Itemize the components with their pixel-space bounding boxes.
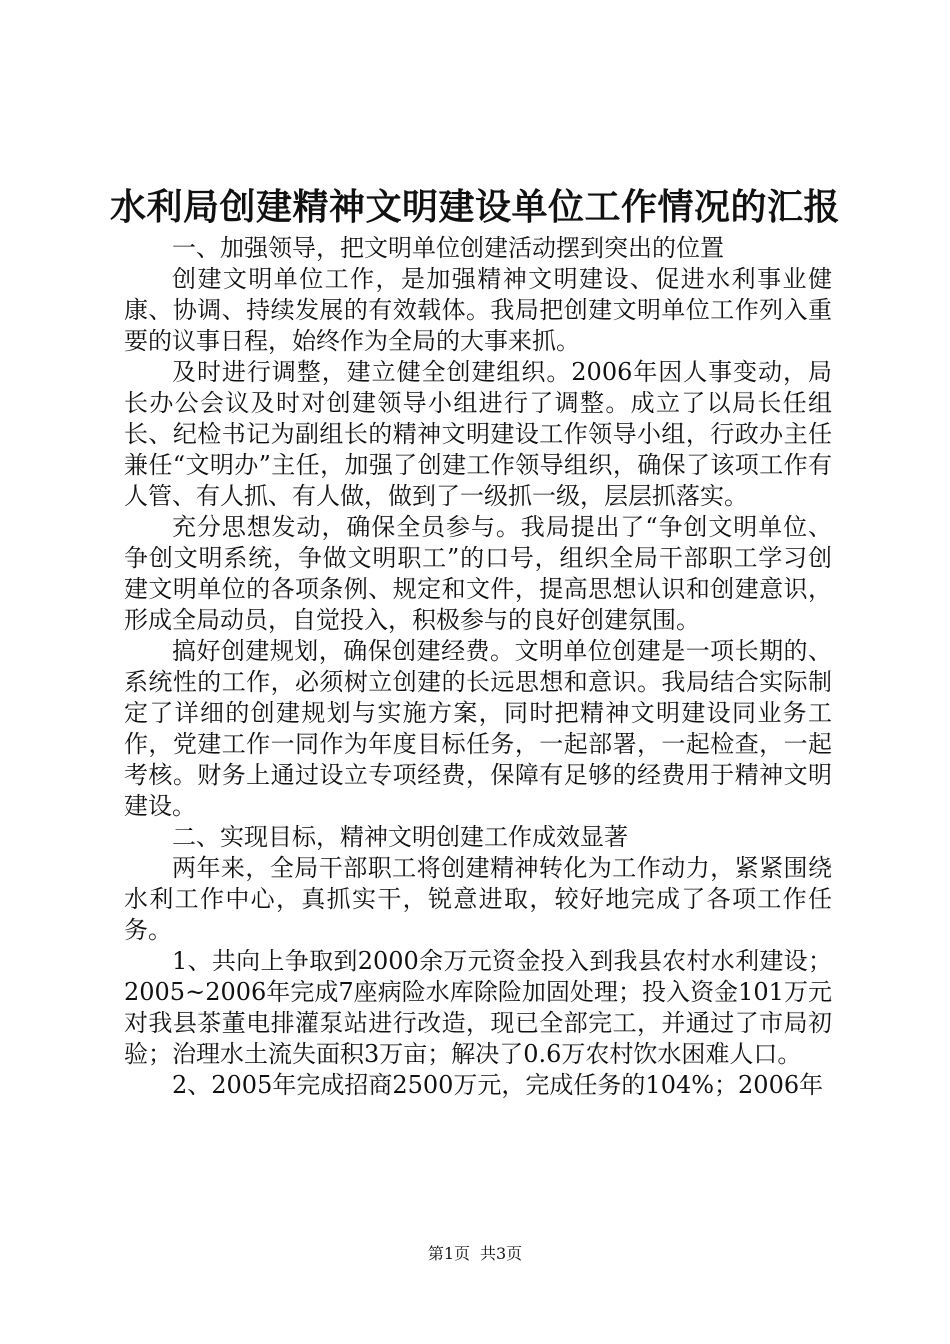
paragraph: 两年来，全局干部职工将创建精神转化为工作动力，紧紧围绕水利工作中心，真抓实干，锐意进取，较好地完成了各项工作任务。	[124, 854, 832, 944]
page-total: 共3页	[480, 1244, 523, 1263]
paragraph: 及时进行调整，建立健全创建组织。2006年因人事变动，局长办公会议及时对创建领导小组进行了调整。成立了以局长任组长、纪检书记为副组长的精神文明建设工作领导小组，行政办主任兼任“文明办”主任，加强了创建工作领导组织，确保了该项工作有人管、有人抓、有人做，做到了一级抓一级，层层抓落实。	[124, 358, 832, 510]
page-footer	[0, 1244, 950, 1264]
paragraph: 创建文明单位工作，是加强精神文明建设、促进水利事业健康、协调、持续发展的有效载体。我局把创建文明单位工作列入重要的议事日程，始终作为全局的大事来抓。	[124, 265, 832, 355]
paragraph: 搞好创建规划，确保创建经费。文明单位创建是一项长期的、系统性的工作，必须树立创建的长远思想和意识。我局结合实际制定了详细的创建规划与实施方案，同时把精神文明建设同业务工作，党建工作一同作为年度目标任务，一起部署，一起检查，一起考核。财务上通过设立专项经费，保障有足够的经费用于精神文明建设。	[124, 637, 832, 820]
page-number: 第1页	[427, 1244, 470, 1263]
section-heading-1: 一、加强领导，把文明单位创建活动摆到突出的位置	[172, 234, 724, 262]
document-body	[124, 233, 832, 1101]
document-title: 水利局创建精神文明建设单位工作情况的汇报	[109, 187, 840, 228]
section-heading-2: 二、实现目标，精神文明创建工作成效显著	[172, 823, 628, 851]
list-item: 1、共向上争取到2000余万元资金投入到我县农村水利建设；2005~2006年完成7座病险水库除险加固处理；投入资金101万元对我县茶董电排灌泵站进行改造，现已全部完工，并通过了市局初验；治理水土流失面积3万亩；解决了0.6万农村饮水困难人口。	[124, 947, 832, 1068]
paragraph: 充分思想发动，确保全员参与。我局提出了“争创文明单位、争创文明系统，争做文明职工”的口号，组织全局干部职工学习创建文明单位的各项条例、规定和文件，提高思想认识和创建意识，形成全局动员，自觉投入，积极参与的良好创建氛围。	[124, 513, 832, 634]
list-item: 2、2005年完成招商2500万元，完成任务的104%；2006年	[172, 1071, 824, 1099]
